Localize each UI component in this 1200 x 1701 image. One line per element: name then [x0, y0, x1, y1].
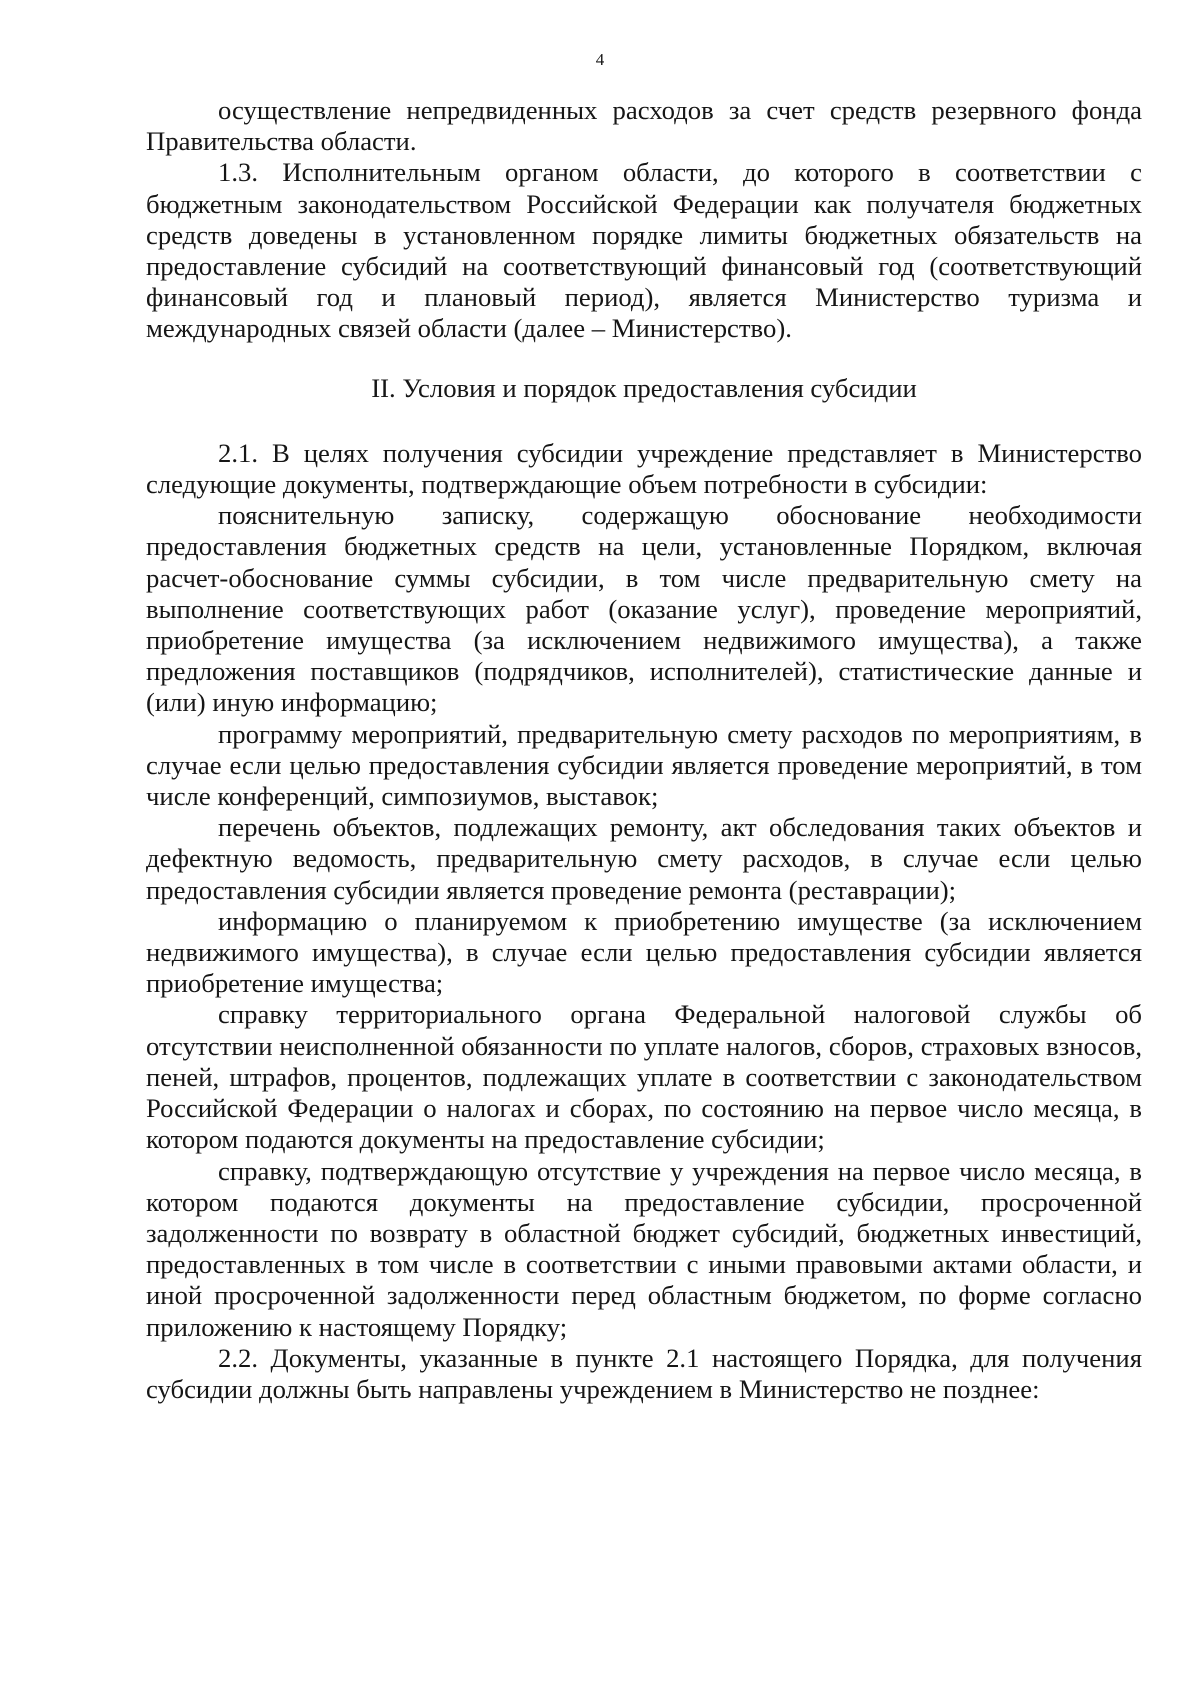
page-number: 4 [595, 50, 605, 69]
paragraph: справку территориального органа Федеральной налоговой службы об отсутствии неисполненной обязанности по уплате налогов, сборов, страховых взносов, пеней, штрафов, процентов, подлежащих уплате в соответствии с законодательством Российской Федерации о налогах и сборах, по состоянию на первое число месяца, в котором подаются документы на предоставление субсидии; [146, 999, 1142, 1155]
section-intro [146, 95, 1142, 345]
paragraph: справку, подтверждающую отсутствие у учреждения на первое число месяца, в котором подаются документы на предоставление субсидии, просроченной задолженности по возврату в областной бюджет субсидий, бюджетных инвестиций, предоставленных в том числе в соответствии с иными правовыми актами области, и иной просроченной задолженности перед областным бюджетом, по форме согласно приложению к настоящему Порядку; [146, 1155, 1142, 1342]
paragraph: 2.1. В целях получения субсидии учреждение представляет в Министерство следующие документы, подтверждающие объем потребности в субсидии: [146, 437, 1142, 500]
section-heading: II. Условия и порядок предоставления субсидии [371, 372, 917, 403]
paragraph: информацию о планируемом к приобретению имуществе (за исключением недвижимого имущества), в случае если целью предоставления субсидии является приобретение имущества; [146, 905, 1142, 999]
paragraph: программу мероприятий, предварительную смету расходов по мероприятиям, в случае если целью предоставления субсидии является проведение мероприятий, в том числе конференций, симпозиумов, выставок; [146, 718, 1142, 812]
paragraph: осуществление непредвиденных расходов за счет средств резервного фонда Правительства области. [146, 95, 1142, 157]
section-conditions [146, 438, 1142, 1405]
document-body [146, 95, 1142, 1405]
paragraph: 2.2. Документы, указанные в пункте 2.1 настоящего Порядка, для получения субсидии должны быть направлены учреждением в Министерство не позднее: [146, 1342, 1142, 1404]
paragraph: 1.3. Исполнительным органом области, до которого в соответствии с бюджетным законодательством Российской Федерации как получателя бюджетных средств доведены в установленном порядке лимиты бюджетных обязательств на предоставление субсидий на соответствующий финансовый год (соответствующий финансовый год и плановый период), является Министерство туризма и международных связей области (далее – Министерство). [146, 157, 1142, 344]
paragraph: пояснительную записку, содержащую обоснование необходимости предоставления бюджетных средств на цели, установленные Порядком, включая расчет-обоснование суммы субсидии, в том числе предварительную смету на выполнение соответствующих работ (оказание услуг), проведение мероприятий, приобретение имущества (за исключением недвижимого имущества), а также предложения поставщиков (подрядчиков, исполнителей), статистические данные и (или) иную информацию; [146, 500, 1142, 718]
paragraph: перечень объектов, подлежащих ремонту, акт обследования таких объектов и дефектную ведомость, предварительную смету расходов, в случае если целью предоставления субсидии является проведение ремонта (реставрации); [146, 812, 1142, 905]
